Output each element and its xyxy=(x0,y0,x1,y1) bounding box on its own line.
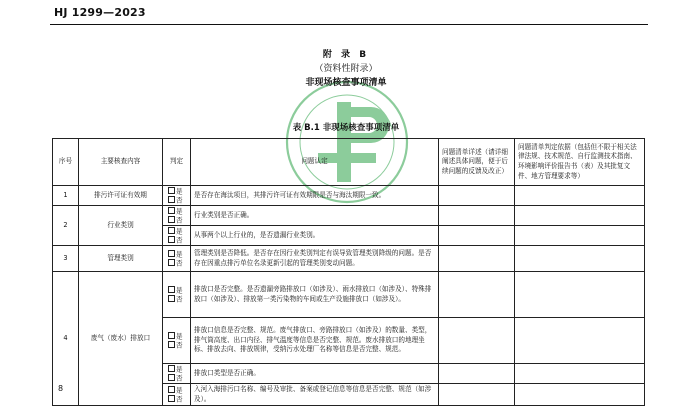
judge-cell xyxy=(163,272,191,318)
issue-text: 排放口信息是否完整、规范。废气排放口、旁路排放口（如涉及）的数量、类型，排气筒高度、出口内径、排气温度等信息是否完整、规范。废水排放口的地理坐标、排放去向、排放规律，受纳污水处理厂名称等信息是否完整、规范。 xyxy=(191,318,439,364)
yes-label: 是 xyxy=(176,227,183,236)
judge-no-option[interactable] xyxy=(168,341,187,350)
yes-checkbox[interactable] xyxy=(168,332,175,339)
judge-yes-option[interactable] xyxy=(168,332,187,341)
basis-cell[interactable] xyxy=(515,206,645,226)
issue-text: 入河入海排污口名称、编号及审批、备案或登记信息等信息是否完整、规范（如涉及）。 xyxy=(191,384,439,406)
no-label: 否 xyxy=(176,374,183,382)
header-no: 序号 xyxy=(53,139,79,186)
page-number: 8 xyxy=(58,384,64,393)
no-checkbox[interactable] xyxy=(168,395,175,402)
judge-cell xyxy=(163,226,191,246)
judge-no-option[interactable] xyxy=(168,259,187,268)
table-row xyxy=(53,272,645,318)
no-label: 否 xyxy=(176,236,183,244)
check-content: 排污许可证有效期 xyxy=(79,186,163,206)
judge-no-option[interactable] xyxy=(168,295,187,304)
judge-no-option[interactable] xyxy=(168,236,187,245)
check-content: 废气（废水）排放口 xyxy=(79,272,163,406)
basis-cell[interactable] xyxy=(515,246,645,272)
judge-cell xyxy=(163,186,191,206)
document-code: HJ 1299—2023 xyxy=(54,6,146,19)
judge-no-option[interactable] xyxy=(168,196,187,205)
header-judge: 判定 xyxy=(163,139,191,186)
issue-text: 从事两个以上行业的，是否遗漏行业类别。 xyxy=(191,226,439,246)
detail-cell[interactable] xyxy=(439,364,515,384)
judge-yes-option[interactable] xyxy=(168,286,187,295)
judge-yes-option[interactable] xyxy=(168,227,187,236)
yes-label: 是 xyxy=(176,365,183,374)
no-checkbox[interactable] xyxy=(168,236,175,243)
judge-cell xyxy=(163,318,191,364)
yes-checkbox[interactable] xyxy=(168,286,175,293)
yes-label: 是 xyxy=(176,250,183,259)
header-content: 主要核查内容 xyxy=(79,139,163,186)
check-content: 行业类别 xyxy=(79,206,163,246)
header-rule xyxy=(50,24,648,25)
issue-text: 管理类别是否降低。是否存在因行业类别判定有误导致管理类别降级的问题。是否存在因重点排污单位名录更新引起的管理类别变动问题。 xyxy=(191,246,439,272)
basis-cell[interactable] xyxy=(515,364,645,384)
table-caption: 表 B.1 非现场核查事项清单 xyxy=(292,123,400,133)
judge-no-option[interactable] xyxy=(168,216,187,225)
detail-cell[interactable] xyxy=(439,318,515,364)
yes-label: 是 xyxy=(176,207,183,216)
table-row xyxy=(53,186,645,206)
no-checkbox[interactable] xyxy=(168,259,175,266)
check-content: 管理类别 xyxy=(79,246,163,272)
appendix-label: 附 录 B xyxy=(322,50,370,60)
judge-yes-option[interactable] xyxy=(168,386,187,395)
table-row xyxy=(53,206,645,226)
yes-checkbox[interactable] xyxy=(168,386,175,393)
detail-cell[interactable] xyxy=(439,272,515,318)
basis-cell[interactable] xyxy=(515,272,645,318)
issue-text: 排放口类型是否正确。 xyxy=(191,364,439,384)
yes-checkbox[interactable] xyxy=(168,187,175,194)
row-number: 3 xyxy=(53,246,79,272)
yes-label: 是 xyxy=(176,332,183,341)
detail-cell[interactable] xyxy=(439,384,515,406)
yes-checkbox[interactable] xyxy=(168,365,175,372)
judge-no-option[interactable] xyxy=(168,374,187,383)
no-label: 否 xyxy=(176,196,183,204)
basis-cell[interactable] xyxy=(515,384,645,406)
checklist-table xyxy=(52,138,645,406)
no-checkbox[interactable] xyxy=(168,216,175,223)
judge-yes-option[interactable] xyxy=(168,207,187,216)
judge-cell xyxy=(163,384,191,406)
basis-cell[interactable] xyxy=(515,186,645,206)
detail-cell[interactable] xyxy=(439,186,515,206)
header-basis: 问题清单判定依据（包括但不限于相关法律法规、技术规范、自行监测技术指南、环境影响评价报告书（表）及其批复文件、地方管理要求等） xyxy=(515,139,645,186)
judge-yes-option[interactable] xyxy=(168,365,187,374)
yes-label: 是 xyxy=(176,386,183,395)
yes-checkbox[interactable] xyxy=(168,250,175,257)
no-label: 否 xyxy=(176,341,183,349)
issue-text: 排放口是否完整。是否遗漏旁路排放口（如涉及）、雨水排放口（如涉及）、特殊排放口（如涉及）、排放第一类污染物的车间或生产设施排放口（如涉及）。 xyxy=(191,272,439,318)
judge-no-option[interactable] xyxy=(168,395,187,404)
judge-yes-option[interactable] xyxy=(168,187,187,196)
detail-cell[interactable] xyxy=(439,206,515,226)
no-label: 否 xyxy=(176,216,183,224)
no-label: 否 xyxy=(176,395,183,404)
no-label: 否 xyxy=(176,295,183,303)
issue-text: 行业类别是否正确。 xyxy=(191,206,439,226)
header-detail: 问题清单详述（请详细阐述具体问题，便于后续问题的反馈及改正） xyxy=(439,139,515,186)
no-checkbox[interactable] xyxy=(168,295,175,302)
appendix-name: 非现场核查事项清单 xyxy=(305,78,387,88)
table-body xyxy=(53,186,645,406)
judge-yes-option[interactable] xyxy=(168,250,187,259)
basis-cell[interactable] xyxy=(515,318,645,364)
no-label: 否 xyxy=(176,259,183,267)
yes-label: 是 xyxy=(176,286,183,295)
judge-cell xyxy=(163,246,191,272)
header-issue: 问题认定 xyxy=(191,139,439,186)
no-checkbox[interactable] xyxy=(168,196,175,203)
row-number: 4 xyxy=(53,272,79,406)
issue-text: 是否存在海汰项目，其排污许可证有效期限是否与海汰期限一致。 xyxy=(191,186,439,206)
yes-checkbox[interactable] xyxy=(168,227,175,234)
table-row xyxy=(53,246,645,272)
judge-cell xyxy=(163,364,191,384)
no-checkbox[interactable] xyxy=(168,341,175,348)
yes-checkbox[interactable] xyxy=(168,207,175,214)
detail-cell[interactable] xyxy=(439,246,515,272)
detail-cell[interactable] xyxy=(439,226,515,246)
row-number: 1 xyxy=(53,186,79,206)
basis-cell[interactable] xyxy=(515,226,645,246)
yes-label: 是 xyxy=(176,187,183,196)
judge-cell xyxy=(163,206,191,226)
no-checkbox[interactable] xyxy=(168,374,175,381)
appendix-type: （资料性附录） xyxy=(314,64,378,74)
table-header-row xyxy=(53,139,645,186)
row-number: 2 xyxy=(53,206,79,246)
